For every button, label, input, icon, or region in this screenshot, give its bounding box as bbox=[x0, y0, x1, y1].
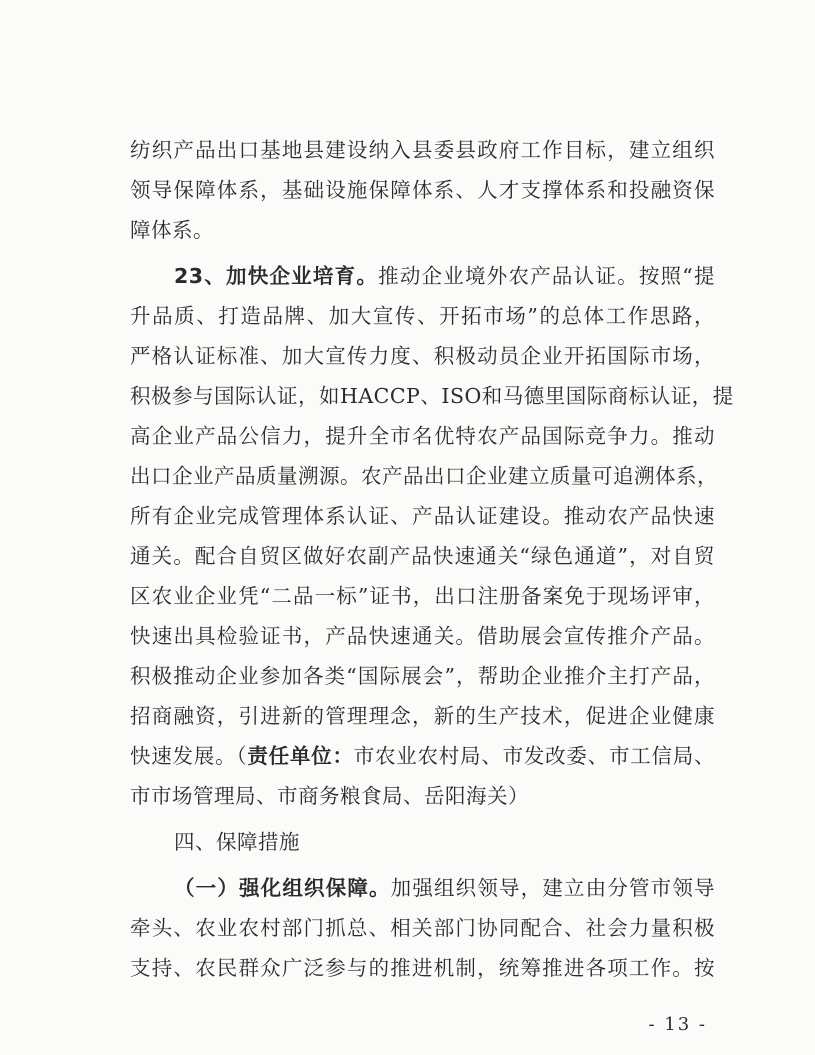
body-text bbox=[130, 130, 734, 988]
paragraph-line: 出口企业产品质量溯源。农产品出口企业建立质量可追溯体系， bbox=[130, 464, 718, 488]
paragraph-line: 积极推动企业参加各类“国际展会”，帮助企业推介主打产品， bbox=[130, 664, 715, 688]
page-number: - 13 - bbox=[648, 1014, 707, 1035]
responsibility-units-continued: 市市场管理局、市商务粮食局、岳阳海关） bbox=[130, 784, 529, 808]
paragraph-line: 所有企业完成管理体系认证、产品认证建设。推动农产品快速 bbox=[130, 504, 715, 528]
paragraph-line: 积极参与国际认证，如HACCP、ISO和马德里国际商标认证，提 bbox=[130, 384, 734, 408]
responsibility-units: 市农业农村局、市发改委、市工信局、 bbox=[353, 744, 716, 768]
paragraph-line: 支持、农民群众广泛参与的推进机制，统筹推进各项工作。按 bbox=[130, 956, 715, 980]
paragraph-line: 升品质、打造品牌、加大宣传、开拓市场”的总体工作思路， bbox=[130, 304, 715, 328]
paragraph-line: 通关。配合自贸区做好农副产品快速通关“绿色通道”，对自贸 bbox=[130, 544, 715, 568]
section-23-text: 推动企业境外农产品认证。按照“提 bbox=[378, 264, 716, 288]
paragraph-line: 纺织产品出口基地县建设纳入县委县政府工作目标，建立组织 bbox=[130, 138, 715, 162]
paragraph-line: 招商融资，引进新的管理理念，新的生产技术，促进企业健康 bbox=[130, 704, 715, 728]
paragraph-line: 高企业产品公信力，提升全市名优特农产品国际竞争力。推动 bbox=[130, 424, 715, 448]
section-23-heading: 23、加快企业培育。 bbox=[174, 264, 379, 288]
paragraph-line: 牵头、农业农村部门抓总、相关部门协同配合、社会力量积极 bbox=[130, 916, 715, 940]
section-4-heading: 四、保障措施 bbox=[174, 830, 300, 854]
paragraph-line: 区农业企业凭“二品一标”证书，出口注册备案免于现场评审， bbox=[130, 584, 715, 608]
paragraph-line: 快速出具检验证书，产品快速通关。借助展会宣传推介产品。 bbox=[130, 624, 715, 648]
section-23-first-line bbox=[130, 256, 715, 296]
subsection-1-text: 加强组织领导，建立由分管市领导 bbox=[390, 876, 716, 900]
paragraph-line: 严格认证标准、加大宣传力度、积极动员企业开拓国际市场， bbox=[130, 344, 715, 368]
responsibility-line bbox=[130, 736, 715, 776]
subsection-1-first-line bbox=[130, 868, 715, 908]
paragraph-line: 领导保障体系，基础设施保障体系、人才支撑体系和投融资保 bbox=[130, 178, 715, 202]
paragraph-line: 障体系。 bbox=[130, 218, 214, 242]
subsection-1-heading: （一）强化组织保障。 bbox=[174, 876, 391, 900]
responsibility-label: 责任单位： bbox=[247, 744, 354, 768]
responsibility-prefix: 快速发展。（ bbox=[130, 744, 248, 768]
